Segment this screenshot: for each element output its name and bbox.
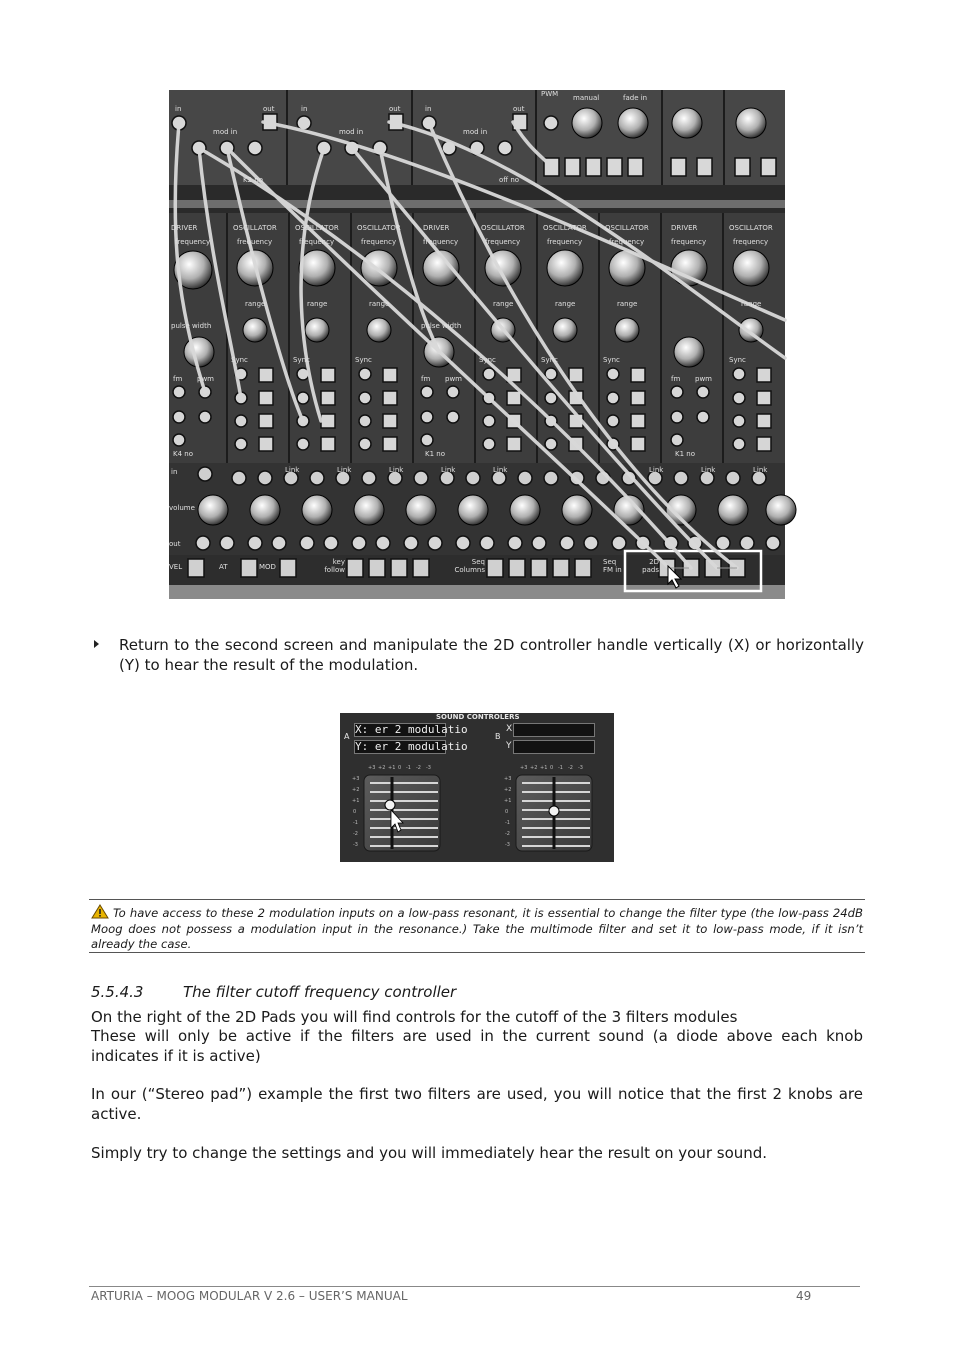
- warning-note: [89, 899, 865, 953]
- footer-title: ARTURIA – MOOG MODULAR V 2.6 – USER’S MANUAL: [91, 1289, 408, 1303]
- tick-label: 0: [398, 765, 402, 771]
- column-title: OSCILLATOR: [729, 224, 773, 232]
- sync-label: Sync: [355, 356, 372, 364]
- column-title: OSCILLATOR: [233, 224, 277, 232]
- modular-patch-screenshot: [169, 90, 785, 599]
- tick-label: +2: [530, 765, 538, 771]
- column-title: DRIVER: [171, 224, 198, 232]
- bullet-text: Return to the second screen and manipulate the 2D controller handle vertically (X) or horizontally (Y) to hear the result of the modulation.: [119, 636, 864, 674]
- mod-label: mod in: [213, 128, 238, 136]
- seq-columns-label: Seq Columns: [454, 558, 485, 574]
- column-title: OSCILLATOR: [295, 224, 339, 232]
- frequency-label: frequency: [547, 238, 583, 246]
- note-text: To have access to these 2 modulation inputs on a low-pass resonant, it is essential to change the filter type (the low-pass 24dB Moog does not possess a modulation input in the resonance.) Take the multimode filter and set it to low-pass mode, if it isn’t already the case.: [91, 906, 863, 952]
- frequency-label: frequency: [175, 238, 211, 246]
- mod-label: out: [389, 105, 401, 113]
- link-label: Link: [701, 466, 716, 474]
- mod-label: out: [263, 105, 275, 113]
- mod-label: mod in: [463, 128, 488, 136]
- pwm-label: pwm: [695, 375, 712, 383]
- tick-label: +1: [504, 798, 512, 804]
- pwm-title: PWM: [541, 90, 559, 98]
- page-number: 49: [796, 1289, 812, 1303]
- tick-label: -1: [406, 765, 411, 771]
- mod-label: in: [425, 105, 432, 113]
- range-label: range: [493, 300, 514, 308]
- link-label: Link: [337, 466, 352, 474]
- link-label: Link: [649, 466, 664, 474]
- at-label: AT: [219, 563, 228, 571]
- sync-label: Sync: [479, 356, 496, 364]
- frequency-label: frequency: [733, 238, 769, 246]
- tag-label: K2 no: [243, 176, 263, 184]
- pwm-label: pwm: [445, 375, 462, 383]
- out-label: out: [169, 540, 181, 548]
- volume-label: volume: [169, 504, 195, 512]
- mod-label: out: [513, 105, 525, 113]
- pulse-width-label: pulse width: [421, 322, 462, 330]
- link-label: Link: [285, 466, 300, 474]
- tick-label: +3: [368, 765, 376, 771]
- tick-label: +3: [520, 765, 528, 771]
- pad-a-x-slot[interactable]: X: er 2 modulatio: [355, 723, 468, 736]
- tick-label: -2: [353, 831, 358, 837]
- tag-label: K4 no: [173, 450, 193, 458]
- sync-label: Sync: [231, 356, 248, 364]
- tick-label: -3: [426, 765, 431, 771]
- tick-label: -3: [505, 842, 510, 848]
- sync-label: Sync: [729, 356, 746, 364]
- column-title: DRIVER: [423, 224, 450, 232]
- tick-label: -2: [416, 765, 421, 771]
- vel-label: VEL: [169, 563, 183, 571]
- tick-label: 0: [550, 765, 554, 771]
- pad-a-label: A: [344, 732, 350, 741]
- tag-label: off no: [499, 176, 520, 184]
- range-label: range: [617, 300, 638, 308]
- column-title: OSCILLATOR: [481, 224, 525, 232]
- sync-label: Sync: [293, 356, 310, 364]
- tick-label: +2: [378, 765, 386, 771]
- sync-label: Sync: [541, 356, 558, 364]
- pwm-label: pwm: [197, 375, 214, 383]
- sound-controllers-screenshot: [340, 713, 614, 862]
- mod-label: mod in: [339, 128, 364, 136]
- column-title: OSCILLATOR: [357, 224, 401, 232]
- fm-label: fm: [671, 375, 681, 383]
- paragraph: These will only be active if the filters are used in the current sound (a diode above each knob indicates if it is active): [91, 1027, 863, 1065]
- warning-icon: [91, 904, 109, 919]
- tick-label: +2: [352, 787, 360, 793]
- paragraph: Simply try to change the settings and you will immediately hear the result on your sound.: [91, 1144, 768, 1162]
- tick-label: -1: [505, 820, 510, 826]
- mod-label: in: [175, 105, 182, 113]
- key-follow-label: key follow: [324, 558, 345, 574]
- pad-b-label: B: [495, 732, 501, 741]
- tick-label: -3: [578, 765, 583, 771]
- sound-controllers-title: SOUND CONTROLERS: [436, 713, 520, 721]
- tick-label: +2: [504, 787, 512, 793]
- range-label: range: [307, 300, 328, 308]
- tick-label: +1: [540, 765, 548, 771]
- range-label: range: [555, 300, 576, 308]
- fm-label: fm: [173, 375, 183, 383]
- tick-label: +1: [388, 765, 396, 771]
- paragraph: In our (“Stereo pad”) example the first two filters are used, you will notice that the first 2 knobs are active.: [91, 1085, 863, 1123]
- range-label: range: [245, 300, 266, 308]
- footer-rule: [89, 1286, 860, 1287]
- tick-label: -3: [353, 842, 358, 848]
- tick-label: +1: [352, 798, 360, 804]
- frequency-label: frequency: [361, 238, 397, 246]
- range-label: range: [741, 300, 762, 308]
- sync-label: Sync: [603, 356, 620, 364]
- tick-label: -2: [505, 831, 510, 837]
- tick-label: +3: [504, 776, 512, 782]
- frequency-label: frequency: [609, 238, 645, 246]
- tick-label: -1: [558, 765, 563, 771]
- tick-label: 0: [505, 809, 509, 815]
- section-title: The filter cutoff frequency controller: [183, 983, 457, 1001]
- mod-label: in: [301, 105, 308, 113]
- pulse-width-label: pulse width: [171, 322, 212, 330]
- frequency-label: frequency: [671, 238, 707, 246]
- column-title: OSCILLATOR: [605, 224, 649, 232]
- pad-a-surface: [364, 775, 440, 851]
- 2d-pads-label: 2D pads: [642, 558, 659, 574]
- pad-drawing: [340, 713, 614, 862]
- tick-label: +3: [352, 776, 360, 782]
- section-heading: [91, 983, 456, 1001]
- column-title: DRIVER: [671, 224, 698, 232]
- range-label: range: [369, 300, 390, 308]
- pad-b-y-label: Y: [506, 741, 512, 751]
- tick-label: -2: [568, 765, 573, 771]
- link-label: Link: [441, 466, 456, 474]
- frequency-label: frequency: [485, 238, 521, 246]
- tag-label: K1 no: [425, 450, 445, 458]
- link-label: Link: [389, 466, 404, 474]
- seq-fm-label: Seq FM in: [603, 558, 622, 574]
- section-number: 5.5.4.3: [91, 983, 144, 1001]
- paragraph: On the right of the 2D Pads you will find controls for the cutoff of the 3 filters modules: [91, 1008, 738, 1026]
- bullet-arrow-icon: [94, 640, 99, 648]
- pad-b-x-label: X: [506, 724, 513, 734]
- pwm-manual-label: manual: [573, 94, 600, 102]
- frequency-label: frequency: [299, 238, 335, 246]
- pad-a-handle: [385, 800, 395, 810]
- tick-label: -1: [353, 820, 358, 826]
- modular-patch-drawing: [169, 90, 785, 599]
- in-label: in: [171, 468, 178, 476]
- tick-label: 0: [353, 809, 357, 815]
- pwm-fade-label: fade in: [623, 94, 648, 102]
- pad-b-handle: [549, 806, 559, 816]
- link-label: Link: [753, 466, 768, 474]
- pad-a-y-slot[interactable]: Y: er 2 modulatio: [355, 740, 468, 753]
- frequency-label: frequency: [237, 238, 273, 246]
- fm-label: fm: [421, 375, 431, 383]
- column-title: OSCILLATOR: [543, 224, 587, 232]
- frequency-label: frequency: [423, 238, 459, 246]
- tag-label: K1 no: [675, 450, 695, 458]
- link-label: Link: [493, 466, 508, 474]
- mod-wheel-label: MOD: [259, 563, 276, 571]
